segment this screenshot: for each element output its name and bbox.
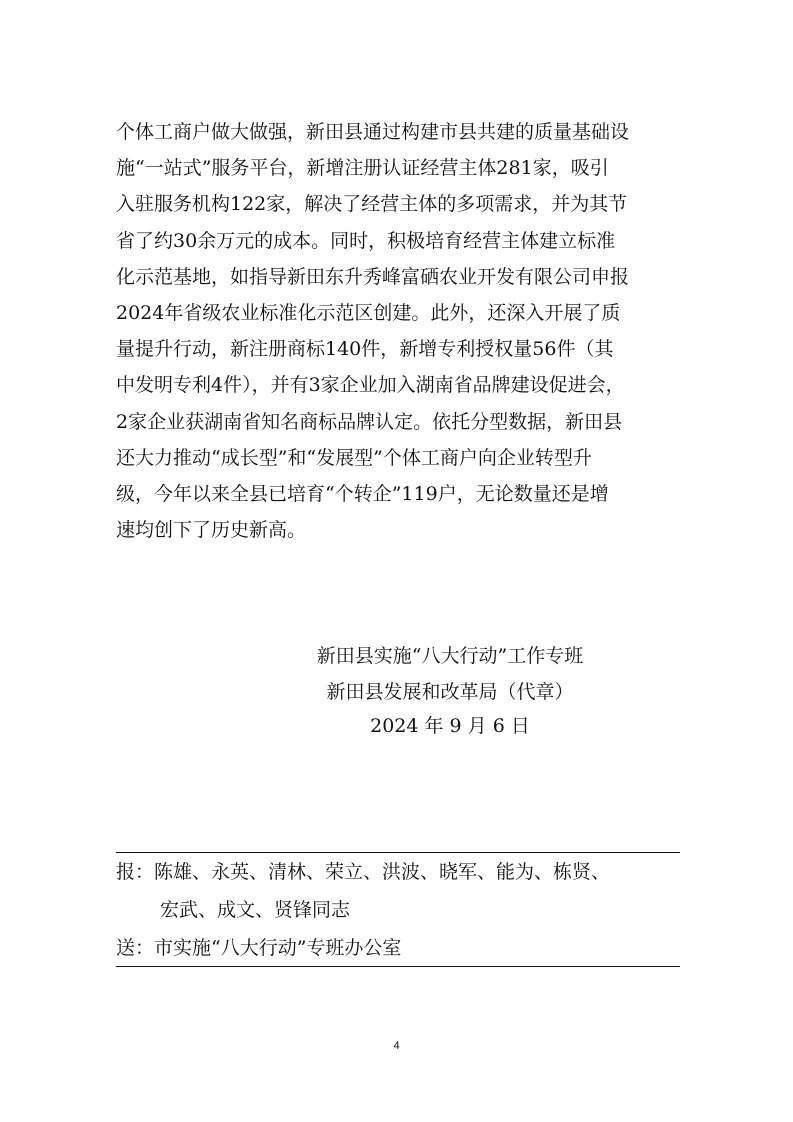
body-line: 个体工商户做大做强，新田县通过构建市县共建的质量基础设 — [116, 121, 630, 143]
body-line: 省了约30余万元的成本。同时，积极培育经营主体建立标准 — [116, 229, 616, 252]
report-recipients-continued: 宏武、成文、贤锋同志 — [160, 899, 351, 921]
send-recipients: 送：市实施“八大行动”专班办公室 — [116, 937, 402, 959]
body-line: 化示范基地，如指导新田东升秀峰富硒农业开发有限公司申报 — [116, 265, 630, 288]
body-line: 量提升行动，新注册商标140件，新增专利授权量56件（其 — [116, 338, 614, 361]
body-line: 施“一站式”服务平台，新增注册认证经营主体281家，吸引 — [116, 157, 609, 180]
issuer-name-2: 新田县发展和改革局（代章） — [326, 681, 574, 703]
body-line: 中发明专利4件），并有3家企业加入湖南省品牌建设促进会， — [116, 374, 625, 397]
body-line: 2024年省级农业标准化示范区创建。此外，还深入开展了质 — [116, 301, 621, 324]
body-line: 入驻服务机构122家，解决了经营主体的多项需求，并为其节 — [116, 193, 628, 216]
divider-top — [116, 852, 680, 853]
issue-date: 2024 年 9 月 6 日 — [370, 715, 530, 737]
body-line: 2家企业获湖南省知名商标品牌认定。依托分型数据，新田县 — [116, 410, 623, 433]
body-line: 级，今年以来全县已培育“个转企”119户，无论数量还是增 — [116, 482, 609, 505]
page-number: 4 — [393, 1040, 400, 1052]
divider-bottom — [116, 966, 680, 967]
body-line: 速均创下了历史新高。 — [116, 519, 307, 542]
report-recipients: 报：陈雄、永英、清林、荣立、洪波、晓军、能为、栋贤、 — [116, 861, 611, 883]
body-line: 还大力推动“成长型”和“发展型”个体工商户向企业转型升 — [116, 446, 592, 469]
body-paragraph — [116, 114, 684, 548]
issuer-name-1: 新田县实施“八大行动”工作专班 — [316, 645, 584, 667]
